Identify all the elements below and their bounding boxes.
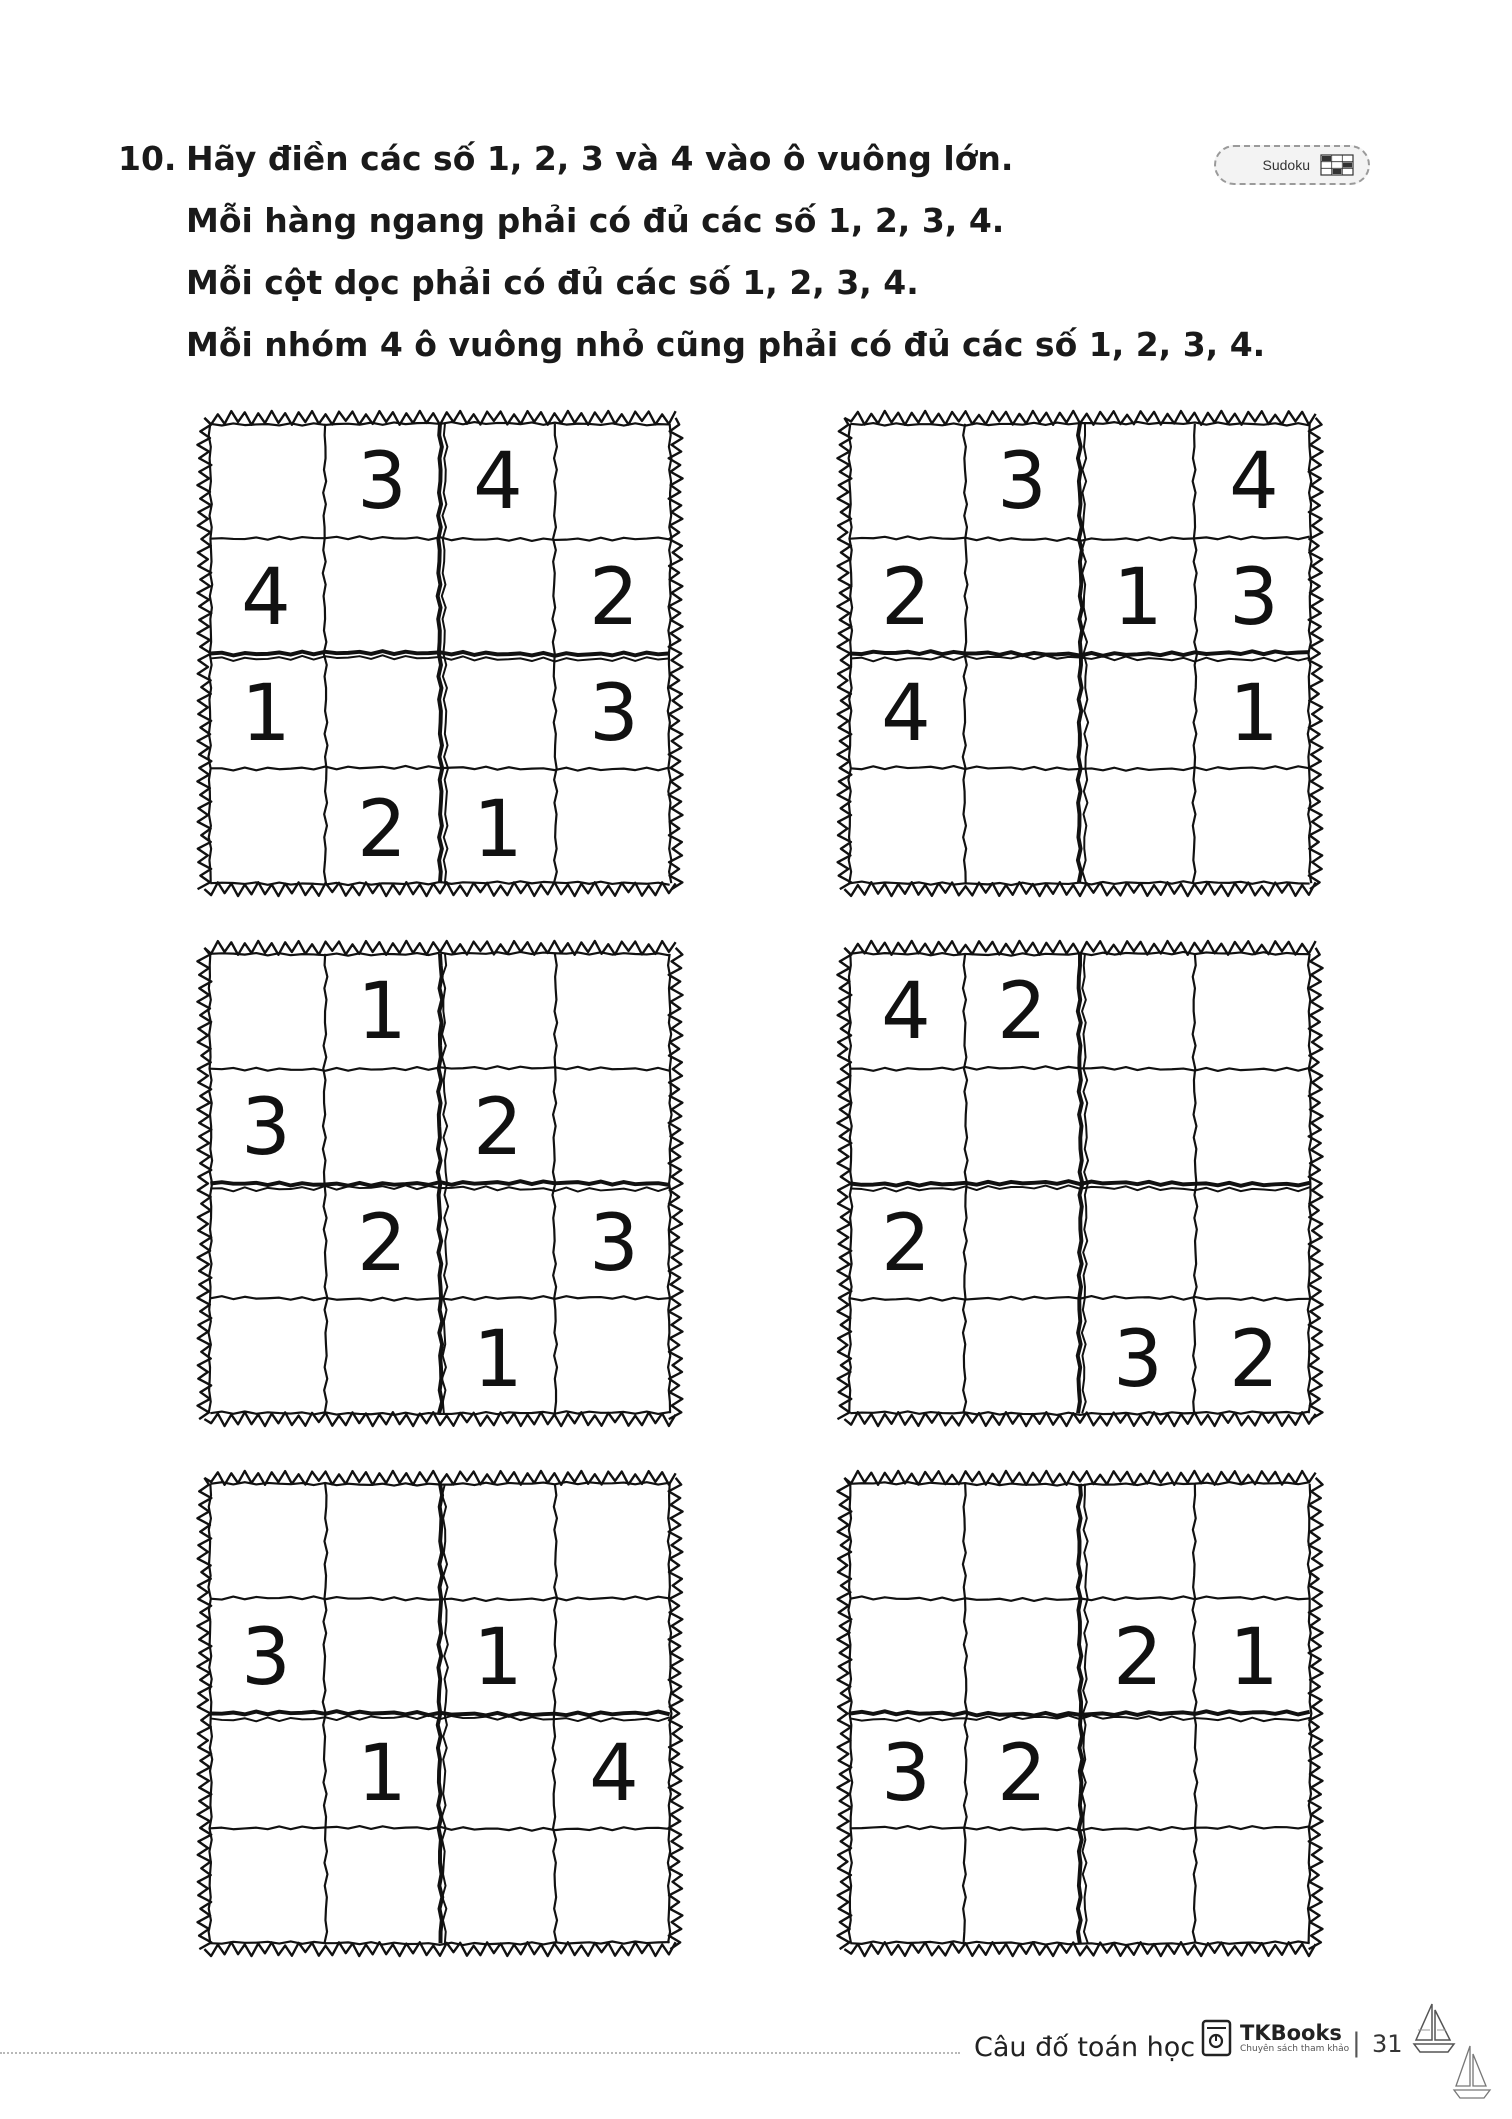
sudoku-puzzle-3	[190, 936, 690, 1431]
empty-cell[interactable]	[1196, 772, 1312, 888]
sudoku-tag-label: Sudoku	[1262, 157, 1310, 173]
sailboat-icon-small	[1452, 2042, 1492, 2102]
empty-cell[interactable]	[208, 1302, 324, 1418]
given-number: 2	[589, 553, 639, 643]
empty-cell[interactable]	[964, 772, 1080, 888]
empty-cell[interactable]	[208, 954, 324, 1070]
given-number: 1	[1229, 1613, 1279, 1703]
empty-cell[interactable]	[556, 954, 672, 1070]
empty-cell[interactable]	[848, 1484, 964, 1600]
empty-cell[interactable]	[1196, 954, 1312, 1070]
empty-cell[interactable]	[208, 1716, 324, 1832]
sudoku-grid-icon	[1320, 154, 1354, 176]
instruction-line-2: Mỗi hàng ngang phải có đủ các số 1, 2, 3, 4.	[186, 201, 1005, 240]
given-number: 4	[1229, 437, 1279, 527]
given-number: 3	[589, 1199, 639, 1289]
empty-cell[interactable]	[848, 1070, 964, 1186]
empty-cell[interactable]	[964, 540, 1080, 656]
given-number: 4	[881, 669, 931, 759]
empty-cell[interactable]	[324, 656, 440, 772]
empty-cell[interactable]	[1196, 1070, 1312, 1186]
given-number: 2	[997, 1729, 1047, 1819]
page-separator: |	[1352, 2028, 1361, 2058]
empty-cell[interactable]	[208, 1832, 324, 1948]
given-number: 2	[473, 1083, 523, 1173]
empty-cell[interactable]	[208, 424, 324, 540]
page-number: 31	[1372, 2030, 1403, 2058]
empty-cell[interactable]	[556, 1070, 672, 1186]
given-number: 2	[357, 785, 407, 875]
empty-cell[interactable]	[324, 1484, 440, 1600]
empty-cell[interactable]	[1080, 1484, 1196, 1600]
empty-cell[interactable]	[440, 1716, 556, 1832]
empty-cell[interactable]	[324, 1070, 440, 1186]
given-number: 3	[881, 1729, 931, 1819]
empty-cell[interactable]	[848, 1302, 964, 1418]
empty-cell[interactable]	[964, 1186, 1080, 1302]
empty-cell[interactable]	[208, 1484, 324, 1600]
empty-cell[interactable]	[1080, 772, 1196, 888]
empty-cell[interactable]	[1080, 1832, 1196, 1948]
sudoku-puzzle-4	[830, 936, 1330, 1431]
empty-cell[interactable]	[964, 1832, 1080, 1948]
empty-cell[interactable]	[1080, 424, 1196, 540]
sudoku-puzzle-6	[830, 1466, 1330, 1961]
sudoku-tag	[1214, 145, 1370, 185]
empty-cell[interactable]	[1080, 656, 1196, 772]
given-number: 4	[589, 1729, 639, 1819]
empty-cell[interactable]	[440, 656, 556, 772]
given-number: 2	[881, 553, 931, 643]
exercise-instructions	[118, 128, 1265, 376]
exercise-number: 10.	[118, 139, 177, 178]
empty-cell[interactable]	[1080, 954, 1196, 1070]
given-number: 1	[473, 1315, 523, 1405]
empty-cell[interactable]	[208, 772, 324, 888]
empty-cell[interactable]	[1196, 1484, 1312, 1600]
empty-cell[interactable]	[556, 424, 672, 540]
given-number: 1	[241, 669, 291, 759]
sudoku-puzzle-5	[190, 1466, 690, 1961]
given-number: 4	[881, 967, 931, 1057]
given-number: 1	[473, 1613, 523, 1703]
empty-cell[interactable]	[440, 1832, 556, 1948]
sudoku-puzzle-2	[830, 406, 1330, 901]
given-number: 4	[241, 553, 291, 643]
empty-cell[interactable]	[1196, 1716, 1312, 1832]
instruction-line-1: 10. Hãy điền các số 1, 2, 3 và 4 vào ô vuông lớn.	[118, 128, 1265, 190]
empty-cell[interactable]	[1080, 1716, 1196, 1832]
empty-cell[interactable]	[440, 540, 556, 656]
empty-cell[interactable]	[964, 1070, 1080, 1186]
given-number: 3	[241, 1613, 291, 1703]
empty-cell[interactable]	[848, 1832, 964, 1948]
empty-cell[interactable]	[1196, 1832, 1312, 1948]
empty-cell[interactable]	[964, 656, 1080, 772]
empty-cell[interactable]	[1080, 1070, 1196, 1186]
sudoku-puzzle-1	[190, 406, 690, 901]
given-number: 4	[473, 437, 523, 527]
sailboat-icon	[1410, 2000, 1458, 2056]
instruction-line-3: Mỗi cột dọc phải có đủ các số 1, 2, 3, 4.	[186, 263, 919, 302]
empty-cell[interactable]	[324, 1832, 440, 1948]
empty-cell[interactable]	[964, 1600, 1080, 1716]
empty-cell[interactable]	[556, 1484, 672, 1600]
brand-tagline: Chuyên sách tham khảo	[1240, 2044, 1350, 2054]
empty-cell[interactable]	[848, 772, 964, 888]
given-number: 1	[1229, 669, 1279, 759]
given-number: 3	[1229, 553, 1279, 643]
empty-cell[interactable]	[964, 1302, 1080, 1418]
instruction-line-4: Mỗi nhóm 4 ô vuông nhỏ cũng phải có đủ các số 1, 2, 3, 4.	[186, 325, 1266, 364]
brand-text	[1240, 2022, 1349, 2054]
given-number: 2	[881, 1199, 931, 1289]
given-number: 1	[357, 967, 407, 1057]
empty-cell[interactable]	[556, 1600, 672, 1716]
empty-cell[interactable]	[440, 1484, 556, 1600]
empty-cell[interactable]	[324, 1600, 440, 1716]
empty-cell[interactable]	[556, 772, 672, 888]
brand-name: TKBooks	[1240, 2021, 1342, 2045]
footer-book-title: Câu đố toán học	[974, 2032, 1196, 2063]
empty-cell[interactable]	[1196, 1186, 1312, 1302]
footer-dotted-line	[0, 2052, 960, 2054]
empty-cell[interactable]	[324, 1302, 440, 1418]
empty-cell[interactable]	[848, 424, 964, 540]
book-logo-icon	[1200, 2018, 1234, 2058]
brand-logo	[1200, 2018, 1349, 2058]
empty-cell[interactable]	[440, 954, 556, 1070]
empty-cell[interactable]	[556, 1832, 672, 1948]
empty-cell[interactable]	[848, 1600, 964, 1716]
empty-cell[interactable]	[556, 1302, 672, 1418]
given-number: 1	[357, 1729, 407, 1819]
given-number: 2	[997, 967, 1047, 1057]
given-number: 2	[1113, 1613, 1163, 1703]
given-number: 3	[241, 1083, 291, 1173]
empty-cell[interactable]	[208, 1186, 324, 1302]
given-number: 1	[1113, 553, 1163, 643]
empty-cell[interactable]	[324, 540, 440, 656]
given-number: 3	[357, 437, 407, 527]
given-number: 2	[357, 1199, 407, 1289]
given-number: 3	[997, 437, 1047, 527]
given-number: 1	[473, 785, 523, 875]
given-number: 2	[1229, 1315, 1279, 1405]
empty-cell[interactable]	[440, 1186, 556, 1302]
grid-line	[204, 411, 675, 425]
given-number: 3	[1113, 1315, 1163, 1405]
empty-cell[interactable]	[1080, 1186, 1196, 1302]
empty-cell[interactable]	[964, 1484, 1080, 1600]
given-number: 3	[589, 669, 639, 759]
